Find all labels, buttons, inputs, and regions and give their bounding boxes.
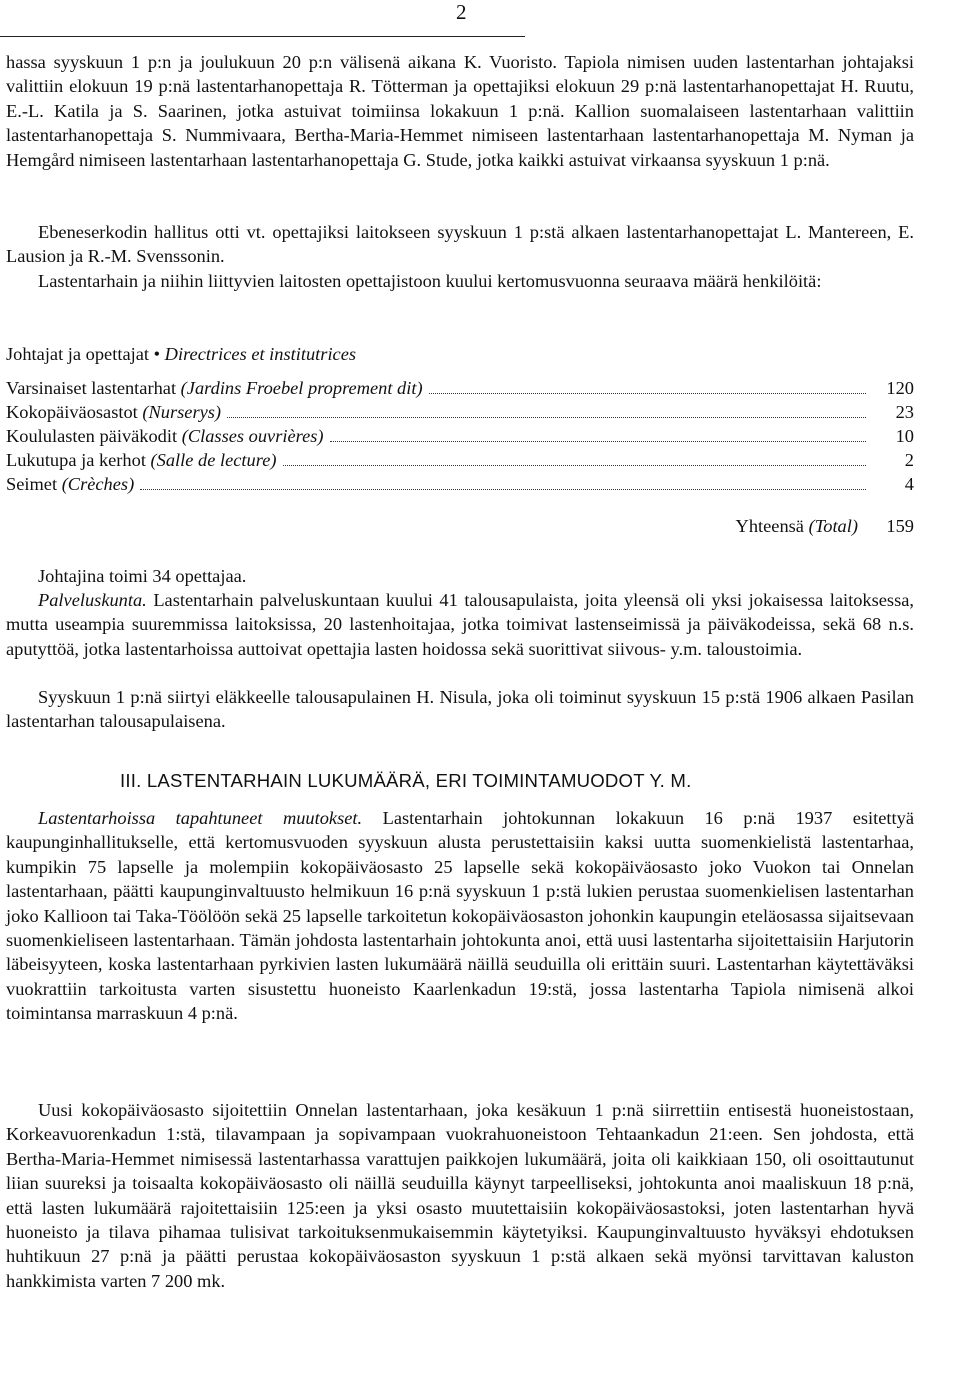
staff-paragraph <box>6 588 914 661</box>
changes-paragraph <box>6 806 914 1026</box>
staff-paragraph-body: Lastentarhain palveluskuntaan kuului 41 talousapulaista, joita yleensä oli yksi jokaisessa laitoksessa, mutta useampia suuremmissa laitoksissa, 20 lastenhoitajaa, jotka toimivat lastenseimissä ja päiväkodeissa, sekä 68 n.s. aputyttöä, jotka lastentarhoissa auttoivat opettajia lasten hoidossa sekä suorittivat siivous- y.m. taloustoimia. <box>6 590 914 659</box>
staff-paragraph-lead: Palveluskunta. <box>38 590 147 610</box>
nursery-paragraph: Uusi kokopäiväosasto sijoitettiin Onnelan lastentarhaan, joka kesäkuun 1 p:nä siirrettiin entisestä huoneistostaan, Korkeavuorenkadun 1:stä, tilavampaan ja sopivampaan vuokrahuoneistoon Tehtaankadun 21:een. Sen johdosta, että Bertha-Maria-Hemmet nimisessä lastentarhassa varattujen paikkojen lukumäärä, joita oli kaikkiaan 150, oli osoittautunut liian suureksi ja toisaalta kokopäiväosasto oli näillä seuduilla käynyt tarpeelliseksi, johtokunta anoi maaliskuun 18 p:nä, että lasten lukumäärä rajoitettaisiin 125:een ja yksi osasto muutettaisiin kokopäiväosastoksi, joten lastentarhan hyvä huoneisto ja tilava pihamaa tulisivat tarkoituksenmukaisemmin käytetyiksi. Kaupunginvaltuusto hyväksyi ehdotuksen huhtikuun 27 p:nä ja päätti perustaa kokopäiväosaston syyskuun 1 p:stä alkaen sekä myönsi tarvittavan kaluston hankkimista varten 7 200 mk. <box>6 1100 914 1291</box>
table-row <box>6 472 914 496</box>
row-label: Seimet <box>6 474 58 494</box>
table-row <box>6 424 914 448</box>
total-value: 159 <box>886 516 914 536</box>
total-label: Yhteensä <box>735 516 804 536</box>
bullet-icon: • <box>153 344 161 364</box>
staff-table-heading-fr: Directrices et institutrices <box>164 344 357 364</box>
page-number: 2 <box>456 0 467 24</box>
row-label-fr: (Salle de lecture) <box>150 450 277 470</box>
table-row <box>6 448 914 472</box>
table-row <box>6 376 914 400</box>
retirement-paragraph: Syyskuun 1 p:nä siirtyi eläkkeelle talousapulainen H. Nisula, joka oli toiminut syyskuun 15 p:stä 1906 alkaen Pasilan lastentarhan talousapulaisena. <box>6 687 914 732</box>
row-value: 23 <box>895 402 914 422</box>
header-rule <box>0 36 525 37</box>
row-value: 120 <box>886 378 914 398</box>
dot-leader <box>227 417 866 418</box>
row-label-fr: (Crèches) <box>61 474 135 494</box>
row-value: 4 <box>904 474 914 494</box>
dot-leader <box>283 465 867 466</box>
intro-paragraph-1: hassa syyskuun 1 p:n ja joulukuun 20 p:n välisenä aikana K. Vuoristo. Tapiola nimisen uuden lastentarhan johtajaksi valittiin elokuun 19 p:nä lastentarhanopettaja R. Tötterman ja opettajiksi elokuun 29 p:nä lastentarhanopettajat H. Ruutu, E.-L. Katila ja S. Saarinen, jotka astuivat toimiinsa lokakuun 1 p:nä. Kallion suomalaiseen lastentarhaan valittiin lastentarhanopettaja S. Nummivaara, Bertha-Maria-Hemmet nimiseen lastentarhaan lastentarhanopettaja M. Nyman ja Hemgård nimiseen lastentarhaan lastentarhanopettaja G. Stude, jotka kaikki astuivat virkaansa syyskuun 1 p:nä. <box>6 52 914 170</box>
row-label-fr: (Classes ouvrières) <box>181 426 324 446</box>
row-label-fr: (Jardins Froebel proprement dit) <box>180 378 423 398</box>
row-label-fr: (Nurserys) <box>142 402 222 422</box>
intro-paragraph-3: Lastentarhain ja niihin liittyvien laitosten opettajistoon kuului kertomusvuonna seuraava määrä henkilöitä: <box>38 271 822 291</box>
total-row <box>6 514 914 538</box>
row-label: Lukutupa ja kerhot <box>6 450 146 470</box>
staff-table-heading-fi: Johtajat ja opettajat <box>6 344 149 364</box>
staff-table-heading <box>6 342 914 366</box>
table-row <box>6 400 914 424</box>
directors-paragraph: Johtajina toimi 34 opettajaa. <box>38 566 247 586</box>
dot-leader <box>140 489 866 490</box>
row-value: 10 <box>895 426 914 446</box>
row-label: Koululasten päiväkodit <box>6 426 178 446</box>
row-value: 2 <box>904 450 914 470</box>
total-label-fr: (Total) <box>808 516 858 536</box>
dot-leader <box>330 441 866 442</box>
row-label: Varsinaiset lastentarhat <box>6 378 177 398</box>
intro-paragraph-2: Ebeneserkodin hallitus otti vt. opettajiksi laitokseen syyskuun 1 p:stä alkaen lastentarhanopettajat L. Mantereen, E. Lausion ja R.-M. Svenssonin. <box>6 222 914 267</box>
section-heading: III. LASTENTARHAIN LUKUMÄÄRÄ, ERI TOIMINTAMUODOT Y. M. <box>120 770 692 791</box>
staff-table <box>6 342 914 538</box>
dot-leader <box>429 393 866 394</box>
changes-paragraph-lead: Lastentarhoissa tapahtuneet muutokset. <box>38 808 363 828</box>
changes-paragraph-body: Lastentarhain johtokunnan lokakuun 16 p:nä 1937 esitettyä kaupunginhallitukselle, että kertomusvuoden syyskuun alusta perustettaisiin kaksi uutta suomenkielistä lastentarhaa, kumpikin 75 lapselle ja molempiin kokopäiväosasto 25 lapselle sekä kokopäiväosasto joko Vuokon tai Onnelan lastentarhaan, päätti kaupunginvaltuusto helmikuun 16 p:nä syyskuun 1 p:stä lukien perustaa suomenkielisen lastentarhan joko Kallioon tai Taka-Töölöön sekä 25 lapselle tarkoitetun kokopäiväosaston johonkin kaupungin eteläosassa sijaitsevaan suomenkieliseen lastentarhaan. Tämän johdosta lastentarhain johtokunta anoi, että uusi lastentarha sijoitettaisiin Harjutorin läbeisyyteen, koska lastentarhaan pyrkivien lasten lukumäärä näillä seuduilla oli erittäin suuri. Lastentarhan käytettäväksi vuokrattiin tarkoitusta varten sisustettu huoneisto Kaarlenkadun 19:stä, jossa lastentarha Tapiola nimisenä alkoi toimintansa marraskuun 4 p:nä. <box>6 808 915 1024</box>
row-label: Kokopäiväosastot <box>6 402 138 422</box>
